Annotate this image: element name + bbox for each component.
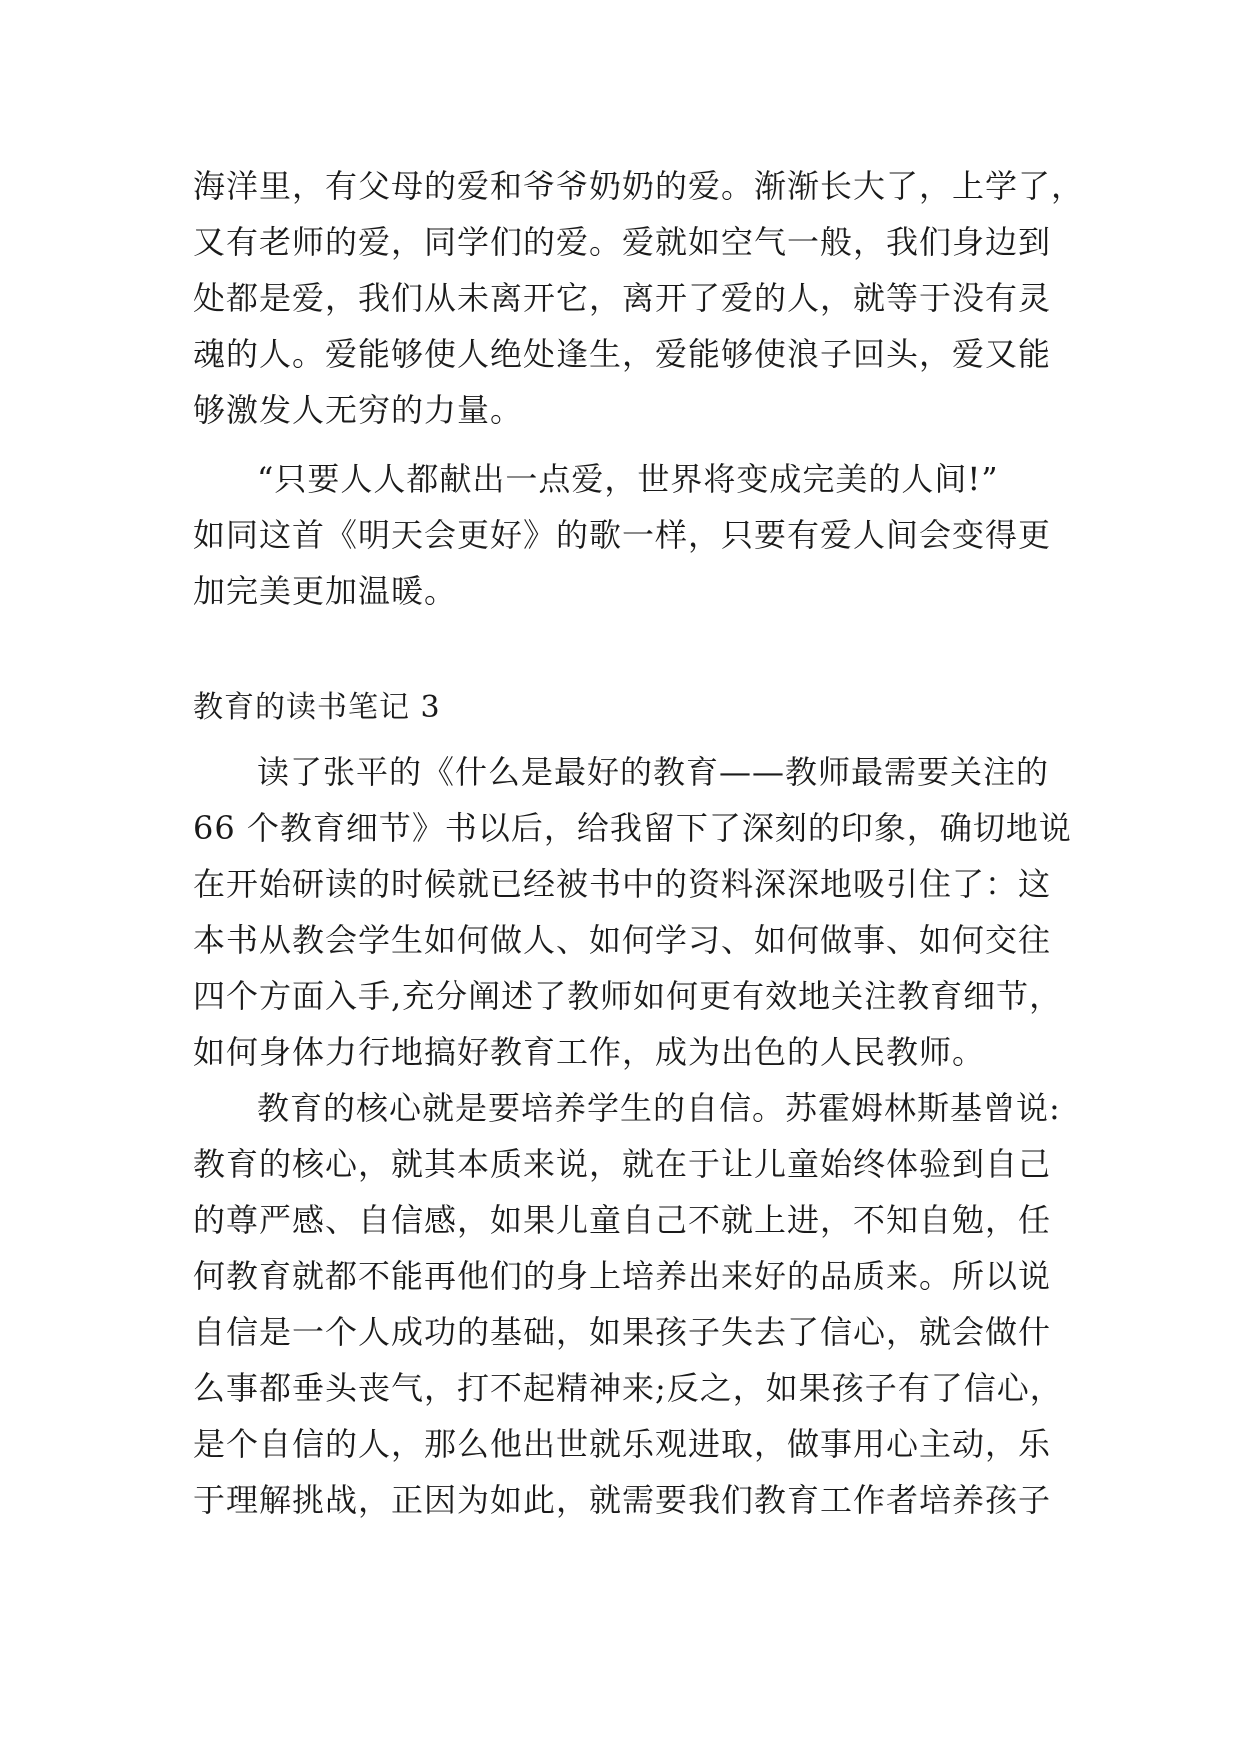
text-line: 又有老师的爱，同学们的爱。爱就如空气一般，我们身边到 <box>193 223 1052 261</box>
text-line: 教育的核心就是要培养学生的自信。苏霍姆林斯基曾说: <box>257 1089 1061 1127</box>
text-line: 于理解挑战，正因为如此，就需要我们教育工作者培养孩子 <box>193 1481 1052 1519</box>
text-line: 魂的人。爱能够使人绝处逢生，爱能够使浪子回头，爱又能 <box>193 335 1052 373</box>
text-line: 是个自信的人，那么他出世就乐观进取，做事用心主动，乐 <box>193 1425 1052 1463</box>
text-line: 自信是一个人成功的基础，如果孩子失去了信心，就会做什 <box>193 1313 1052 1351</box>
section-heading: 教育的读书笔记 3 <box>193 690 441 725</box>
text-line: 本书从教会学生如何做人、如何学习、如何做事、如何交往 <box>193 921 1052 959</box>
text-line: 何教育就都不能再他们的身上培养出来好的品质来。所以说 <box>193 1257 1052 1295</box>
text-line: 加完美更加温暖。 <box>193 572 458 610</box>
text-line: 如同这首《明天会更好》的歌一样，只要有爱人间会变得更 <box>193 516 1052 554</box>
text-line: 教育的核心，就其本质来说，就在于让儿童始终体验到自己 <box>193 1145 1052 1183</box>
paragraph-love-continued <box>193 158 1085 438</box>
text-line: 如何身体力行地搞好教育工作，成为出色的人民教师。 <box>193 1033 986 1071</box>
text-line: 四个方面入手,充分阐述了教师如何更有效地关注教育细节， <box>193 977 1063 1015</box>
text-line: 在开始研读的时候就已经被书中的资料深深地吸引住了：这 <box>193 865 1052 903</box>
text-line: 海洋里，有父母的爱和爷爷奶奶的爱。渐渐长大了，上学了， <box>193 167 1085 205</box>
text-line: 读了张平的《什么是最好的教育——教师最需要关注的 <box>257 753 1050 791</box>
paragraph-song-quote <box>193 451 1055 619</box>
paragraph-reading-notes <box>193 744 1072 1528</box>
text-line: 么事都垂头丧气，打不起精神来;反之，如果孩子有了信心， <box>193 1369 1063 1407</box>
text-line: 够激发人无穷的力量。 <box>193 391 524 429</box>
text-line: “只要人人都献出一点爱，世界将变成完美的人间!” <box>257 460 999 498</box>
text-line: 66 个教育细节》书以后，给我留下了深刻的印象，确切地说 <box>193 809 1072 847</box>
text-line: 的尊严感、自信感，如果儿童自己不就上进，不知自勉，任 <box>193 1201 1052 1239</box>
text-line: 处都是爱，我们从未离开它，离开了爱的人，就等于没有灵 <box>193 279 1052 317</box>
